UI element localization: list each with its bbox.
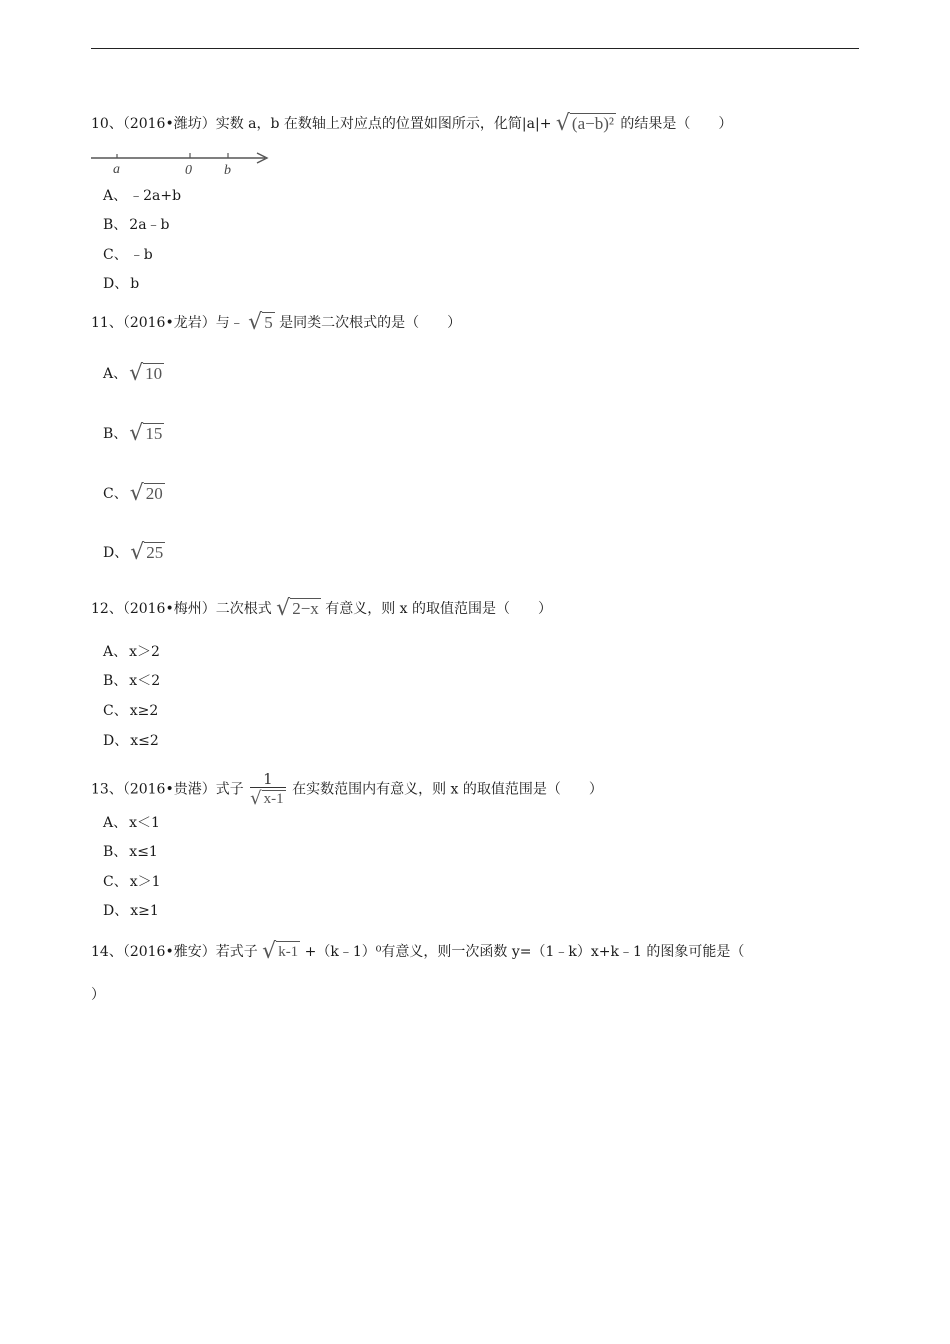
question-13-stem	[91, 771, 603, 808]
fraction	[250, 771, 285, 808]
option-text: x＞2	[129, 644, 160, 660]
option-label: D、	[103, 276, 129, 292]
radical-expression: √ 2−x	[276, 596, 319, 621]
radicand: 20	[145, 484, 163, 503]
radical-expression: √ k-1	[262, 939, 299, 964]
option-d	[103, 731, 159, 751]
question-12-text-b: 有意义，则 x 的取值范围是（ ）	[325, 601, 553, 617]
radicand: 5	[264, 313, 273, 332]
option-text: x＞1	[129, 874, 161, 890]
option-a	[103, 186, 181, 206]
option-text: x＜2	[129, 673, 161, 689]
radicand: 25	[146, 543, 164, 562]
question-11-text-a: 11、（2016•龙岩）与﹣	[91, 315, 244, 331]
radicand: 15	[145, 424, 163, 443]
option-a	[103, 642, 160, 662]
denominator: √ x-1	[250, 788, 284, 809]
label-a: a	[113, 162, 120, 177]
question-11-stem	[91, 312, 461, 334]
option-label: B、	[103, 217, 128, 233]
radical-expression: √ 25	[130, 540, 164, 565]
option-text: x≤1	[129, 844, 158, 860]
question-14-continuation: ）	[91, 987, 105, 1003]
option-label: C、	[103, 486, 128, 502]
option-label: A、	[103, 815, 128, 831]
option-label: C、	[103, 247, 128, 263]
option-c	[103, 483, 165, 505]
option-label: C、	[103, 703, 128, 719]
option-label: A、	[103, 188, 128, 204]
option-d	[103, 542, 165, 564]
option-label: D、	[103, 545, 129, 561]
option-text: x≥2	[129, 703, 159, 719]
option-text: x＜1	[129, 815, 160, 831]
label-zero: 0	[185, 163, 192, 178]
option-label: B、	[103, 673, 128, 689]
radical-expression: √ (a−b)²	[555, 111, 614, 136]
option-text: 2a﹣b	[129, 217, 170, 233]
option-c	[103, 701, 158, 721]
option-b	[103, 671, 160, 691]
question-10-stem	[91, 113, 732, 135]
option-label: D、	[103, 733, 129, 749]
number-line-figure	[89, 148, 274, 178]
option-text: ﹣b	[129, 247, 153, 263]
radicand: x-1	[263, 791, 284, 807]
option-label: A、	[103, 366, 128, 382]
radicand: (a−b)²	[571, 114, 614, 133]
radicand: 2−x	[292, 599, 319, 618]
option-b	[103, 842, 158, 862]
option-label: B、	[103, 844, 128, 860]
question-11-text-b: 是同类二次根式的是（ ）	[279, 315, 462, 331]
option-b	[103, 423, 164, 445]
radical-expression: √ 10	[129, 361, 163, 386]
question-12-text-a: 12、（2016•梅州）二次根式	[91, 601, 272, 617]
option-text: x≤2	[130, 733, 159, 749]
question-10-text-b: 的结果是（ ）	[620, 116, 733, 132]
question-12-stem	[91, 598, 552, 620]
radicand: k-1	[276, 941, 300, 963]
option-label: A、	[103, 644, 128, 660]
option-d	[103, 274, 139, 294]
option-label: D、	[103, 903, 129, 919]
option-a	[103, 363, 164, 385]
question-14-text-a: 14、（2016•雅安）若式子	[91, 944, 258, 960]
option-label: C、	[103, 874, 128, 890]
question-13-text-b: 在实数范围内有意义，则 x 的取值范围是（ ）	[292, 781, 603, 798]
radical-expression: √ 20	[129, 481, 163, 506]
question-13-text-a: 13、（2016•贵港）式子	[91, 781, 244, 798]
option-b	[103, 215, 170, 235]
question-14-stem	[91, 941, 744, 963]
option-d	[103, 901, 159, 921]
option-text: ﹣2a+b	[129, 188, 182, 204]
radical-expression: √ 5	[248, 310, 273, 335]
question-10-text-a: 10、（2016•潍坊）实数 a，b 在数轴上对应点的位置如图所示，化简|a|+	[91, 116, 552, 132]
option-text: b	[130, 276, 140, 292]
radical-expression: √ 15	[129, 421, 163, 446]
label-b: b	[224, 163, 231, 178]
option-a	[103, 813, 160, 833]
option-c	[103, 245, 153, 265]
option-text: x≥1	[130, 903, 159, 919]
option-c	[103, 872, 161, 892]
question-14-text-b: +（k﹣1）⁰有意义，则一次函数 y=（1﹣k）x+k﹣1 的图象可能是（	[304, 944, 745, 960]
header-rule	[91, 48, 859, 49]
radicand: 10	[145, 364, 163, 383]
numerator: 1	[263, 770, 273, 788]
option-label: B、	[103, 426, 128, 442]
